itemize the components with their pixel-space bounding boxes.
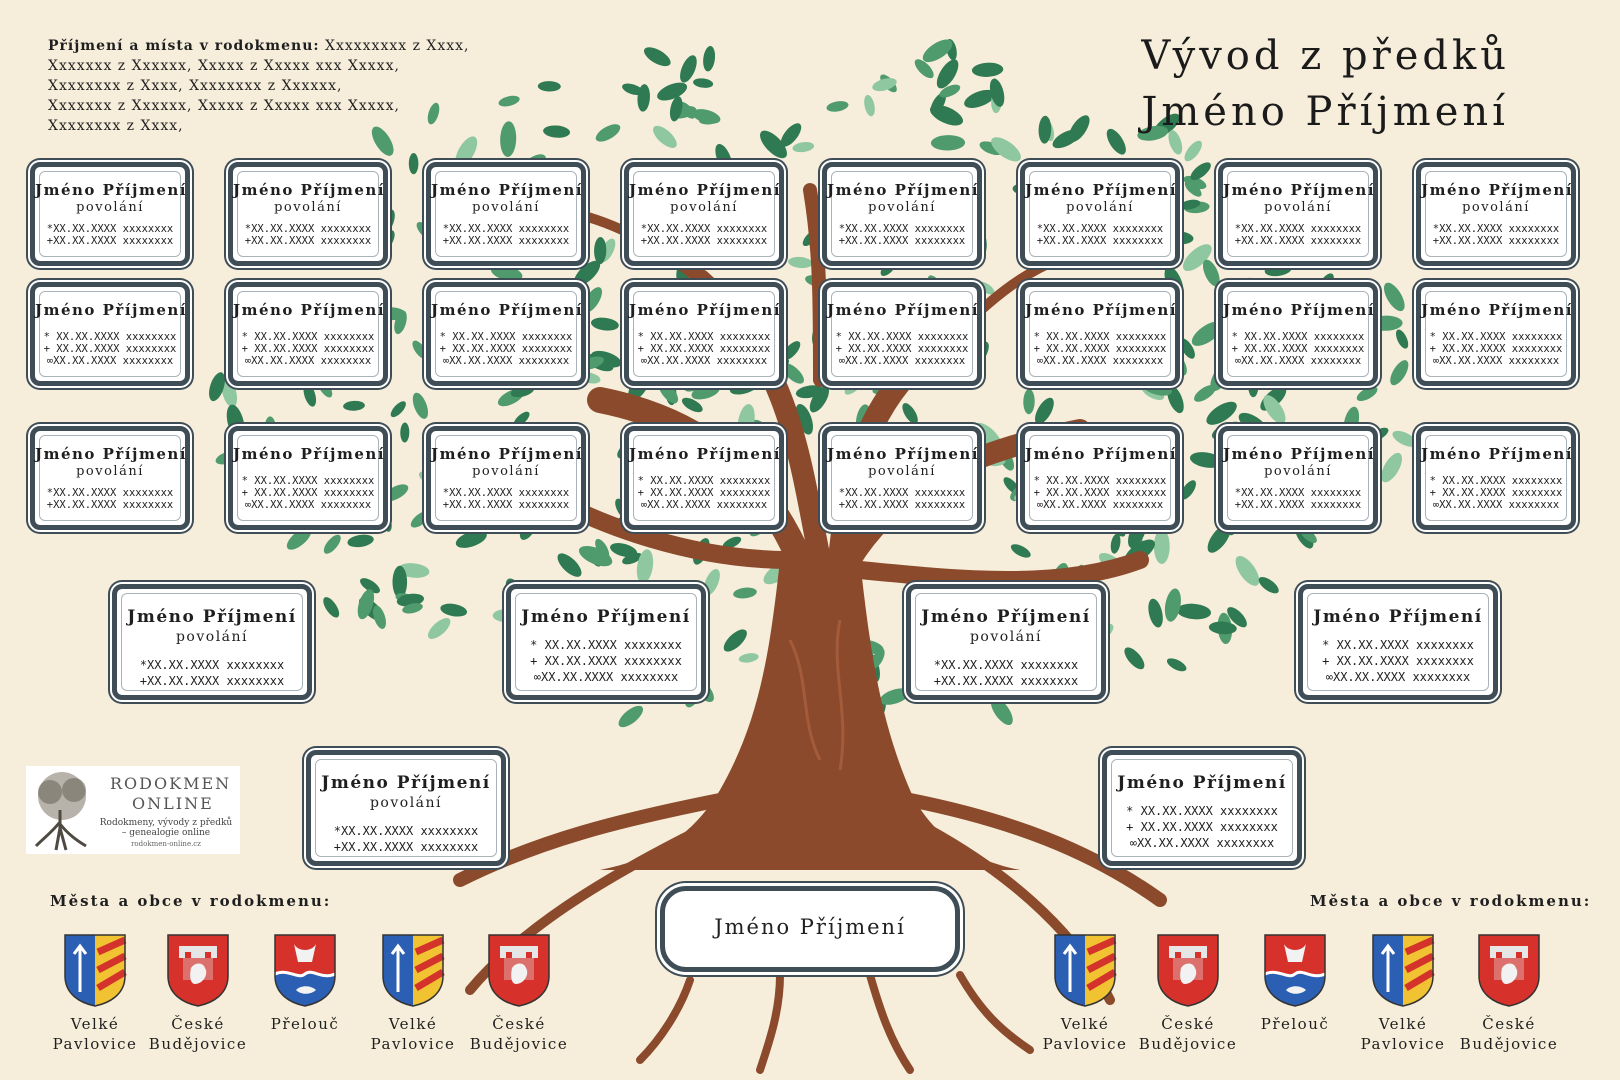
leaf (388, 399, 408, 420)
ancestor-dates (233, 475, 383, 511)
leaf (410, 391, 431, 421)
ancestor-card[interactable] (228, 162, 388, 266)
ancestor-name: Jméno Příjmení (1223, 445, 1375, 463)
town-name-line-1: České (1161, 1015, 1215, 1033)
leaf (1380, 279, 1409, 314)
birth-date: *XX.XX.XXXX xxxxxxxx (640, 223, 768, 235)
ancestor-dates (1421, 223, 1571, 247)
birth-date: *XX.XX.XXXX xxxxxxxx (933, 658, 1079, 672)
leaf (321, 532, 344, 556)
ancestor-occupation: povolání (369, 795, 443, 811)
velke-pavlovice-crest-icon (62, 932, 128, 1008)
ancestor-occupation: povolání (175, 629, 249, 645)
ancestor-occupation: povolání (472, 464, 540, 479)
leaf (1154, 529, 1170, 564)
leaf (409, 153, 419, 174)
death-date: +XX.XX.XXXX xxxxxxxx (838, 235, 966, 247)
birth-date: *XX.XX.XXXX xxxxxxxx (46, 487, 174, 499)
ancestor-dates (35, 331, 185, 367)
town-name-line-2: Budějovice (1138, 1035, 1238, 1053)
birth-date: * XX.XX.XXXX xxxxxxxx (1126, 804, 1278, 818)
ancestor-dates (35, 223, 185, 247)
ancestor-card[interactable] (228, 282, 388, 386)
ancestor-card[interactable] (1020, 426, 1180, 530)
ancestor-name: Jméno Příjmení (521, 607, 691, 627)
death-date: + XX.XX.XXXX xxxxxxxx (241, 487, 375, 499)
ceske-budejovice-crest-icon (165, 932, 231, 1008)
death-date: +XX.XX.XXXX xxxxxxxx (838, 499, 966, 511)
birth-date: * XX.XX.XXXX xxxxxxxx (1429, 331, 1563, 343)
title-line-2: Jméno Příjmení (1141, 89, 1509, 135)
ancestor-occupation: povolání (868, 464, 936, 479)
ancestor-name: Jméno Příjmení (629, 181, 781, 199)
ancestor-card[interactable] (1020, 162, 1180, 266)
ancestor-card[interactable] (112, 584, 312, 700)
ceske-budejovice-crest-icon (1476, 932, 1542, 1008)
leaf (788, 256, 813, 269)
ancestor-name: Jméno Příjmení (127, 607, 297, 627)
ancestor-name: Jméno Příjmení (1117, 773, 1287, 793)
leaf (655, 79, 690, 104)
town-name (1343, 1014, 1463, 1054)
town-name (1128, 1014, 1248, 1054)
leaf (439, 602, 468, 619)
surnames-label: Příjmení a místa v rodokmenu: (48, 38, 320, 54)
birth-date: *XX.XX.XXXX xxxxxxxx (442, 487, 570, 499)
marriage-date: ∞XX.XX.XXXX xxxxxxxx (640, 355, 768, 367)
root-person-name: Jméno Příjmení (714, 915, 906, 939)
leaf (1387, 357, 1412, 388)
ancestor-dates (1025, 331, 1175, 367)
root-person-card[interactable] (660, 886, 960, 972)
leaf (738, 652, 759, 664)
town-name (1235, 1014, 1355, 1034)
logo-tagline-1: Rodokmeny, vývody z předků (99, 818, 233, 828)
ancestor-card[interactable] (1416, 426, 1576, 530)
marriage-date: ∞XX.XX.XXXX xxxxxxxx (1432, 355, 1560, 367)
ancestor-card[interactable] (1416, 162, 1576, 266)
marriage-date: ∞XX.XX.XXXX xxxxxxxx (1432, 499, 1560, 511)
velke-pavlovice-crest-icon (1052, 932, 1118, 1008)
birth-date: * XX.XX.XXXX xxxxxxxx (1322, 638, 1474, 652)
towns-title-right: Města a obce v rodokmenu: (1310, 892, 1592, 910)
death-date: +XX.XX.XXXX xxxxxxxx (333, 840, 479, 854)
death-date: + XX.XX.XXXX xxxxxxxx (1033, 343, 1167, 355)
town-name-line-1: Velké (1378, 1015, 1428, 1033)
town-name-line-2: Budějovice (1459, 1035, 1559, 1053)
birth-date: *XX.XX.XXXX xxxxxxxx (1432, 223, 1560, 235)
surnames-line: Xxxxxxx z Xxxxxx, Xxxxx z Xxxxx xxx Xxxxx, (48, 58, 400, 74)
leaf (593, 121, 623, 145)
ancestor-card[interactable] (1416, 282, 1576, 386)
ancestor-dates (1223, 331, 1373, 367)
logo-url: rodokmen-online.cz (131, 840, 201, 848)
death-date: + XX.XX.XXXX xxxxxxxx (637, 487, 771, 499)
prelouc-crest-icon (1262, 932, 1328, 1008)
birth-date: *XX.XX.XXXX xxxxxxxx (244, 223, 372, 235)
death-date: +XX.XX.XXXX xxxxxxxx (139, 674, 285, 688)
ancestor-dates (117, 657, 307, 689)
ancestor-name: Jméno Příjmení (1421, 445, 1573, 463)
ancestor-card[interactable] (1298, 584, 1498, 700)
birth-date: *XX.XX.XXXX xxxxxxxx (46, 223, 174, 235)
leaf (400, 422, 409, 442)
leaf (826, 100, 850, 114)
ancestor-dates (1107, 803, 1297, 851)
town-name-line-2: Pavlovice (52, 1035, 138, 1053)
ancestor-name: Jméno Příjmení (321, 773, 491, 793)
ancestor-card[interactable] (1218, 426, 1378, 530)
birth-date: * XX.XX.XXXX xxxxxxxx (835, 331, 969, 343)
town-name-line-1: Velké (1060, 1015, 1110, 1033)
leaf (1031, 395, 1057, 427)
death-date: +XX.XX.XXXX xxxxxxxx (640, 235, 768, 247)
marriage-date: ∞XX.XX.XXXX xxxxxxxx (1129, 836, 1275, 850)
leaf (347, 533, 375, 549)
death-date: +XX.XX.XXXX xxxxxxxx (933, 674, 1079, 688)
death-date: + XX.XX.XXXX xxxxxxxx (439, 343, 573, 355)
leaf (1377, 450, 1406, 486)
ancestor-occupation: povolání (670, 200, 738, 215)
town-name-line-2: Pavlovice (1042, 1035, 1128, 1053)
ancestor-name: Jméno Příjmení (827, 445, 979, 463)
marriage-date: ∞XX.XX.XXXX xxxxxxxx (46, 355, 174, 367)
birth-date: *XX.XX.XXXX xxxxxxxx (442, 223, 570, 235)
ancestor-card[interactable] (426, 426, 586, 530)
birth-date: * XX.XX.XXXX xxxxxxxx (241, 331, 375, 343)
ceske-budejovice-crest-icon (1155, 932, 1221, 1008)
marriage-date: ∞XX.XX.XXXX xxxxxxxx (1234, 355, 1362, 367)
leaf (1355, 384, 1380, 404)
death-date: + XX.XX.XXXX xxxxxxxx (1033, 487, 1167, 499)
surnames-line: Xxxxxxxx z Xxxx, (48, 118, 184, 134)
ancestor-name: Jméno Příjmení (431, 181, 583, 199)
birth-date: * XX.XX.XXXX xxxxxxxx (637, 331, 771, 343)
leaf (1165, 656, 1188, 674)
town-name-line-1: Velké (70, 1015, 120, 1033)
birth-date: *XX.XX.XXXX xxxxxxxx (333, 824, 479, 838)
birth-date: *XX.XX.XXXX xxxxxxxx (838, 487, 966, 499)
ancestor-card[interactable] (426, 162, 586, 266)
ancestor-name: Jméno Příjmení (827, 181, 979, 199)
leaf (1009, 541, 1033, 560)
leaf (1176, 602, 1212, 620)
birth-date: * XX.XX.XXXX xxxxxxxx (530, 638, 682, 652)
leaf (1393, 328, 1410, 351)
leaf (899, 401, 920, 427)
ancestor-occupation: povolání (274, 200, 342, 215)
ancestor-dates (233, 223, 383, 247)
ancestor-occupation: povolání (472, 200, 540, 215)
ancestor-name: Jméno Příjmení (1421, 301, 1573, 319)
surnames-list (48, 36, 548, 136)
town-name-line-2: Pavlovice (370, 1035, 456, 1053)
death-date: + XX.XX.XXXX xxxxxxxx (637, 343, 771, 355)
birth-date: * XX.XX.XXXX xxxxxxxx (1231, 331, 1365, 343)
birth-date: * XX.XX.XXXX xxxxxxxx (1429, 475, 1563, 487)
town-name-line-1: České (1482, 1015, 1536, 1033)
leaf (792, 141, 815, 154)
ancestor-occupation: povolání (1264, 200, 1332, 215)
ancestor-card[interactable] (822, 162, 982, 266)
leaf (1231, 552, 1264, 589)
ancestor-dates (511, 637, 701, 685)
town-name-line-2: Budějovice (148, 1035, 248, 1053)
leaf (972, 62, 1004, 78)
town-name (1449, 1014, 1569, 1054)
leaf (590, 316, 619, 332)
leaf (931, 135, 965, 151)
town-name-line-1: Přelouč (1260, 1015, 1330, 1033)
marriage-date: ∞XX.XX.XXXX xxxxxxxx (1325, 670, 1471, 684)
death-date: + XX.XX.XXXX xxxxxxxx (1126, 820, 1278, 834)
death-date: +XX.XX.XXXX xxxxxxxx (1036, 235, 1164, 247)
ancestor-card[interactable] (1218, 162, 1378, 266)
death-date: + XX.XX.XXXX xxxxxxxx (1231, 343, 1365, 355)
leaf (733, 586, 758, 599)
leaf (1178, 478, 1199, 502)
death-date: +XX.XX.XXXX xxxxxxxx (442, 499, 570, 511)
marriage-date: ∞XX.XX.XXXX xxxxxxxx (442, 355, 570, 367)
ancestor-name: Jméno Příjmení (1313, 607, 1483, 627)
ancestor-dates (431, 331, 581, 367)
birth-date: * XX.XX.XXXX xxxxxxxx (439, 331, 573, 343)
ancestor-occupation: povolání (76, 464, 144, 479)
death-date: +XX.XX.XXXX xxxxxxxx (442, 235, 570, 247)
ancestor-card[interactable] (1218, 282, 1378, 386)
ancestor-occupation: povolání (1264, 464, 1332, 479)
leaf (320, 595, 342, 620)
ancestor-dates (1223, 223, 1373, 247)
ancestor-name: Jméno Příjmení (1025, 181, 1177, 199)
death-date: + XX.XX.XXXX xxxxxxxx (43, 343, 177, 355)
town-name-line-1: Velké (388, 1015, 438, 1033)
ancestor-card[interactable] (506, 584, 706, 700)
death-date: + XX.XX.XXXX xxxxxxxx (835, 343, 969, 355)
ancestor-card[interactable] (624, 162, 784, 266)
death-date: + XX.XX.XXXX xxxxxxxx (530, 654, 682, 668)
death-date: + XX.XX.XXXX xxxxxxxx (241, 343, 375, 355)
ancestor-dates (311, 823, 501, 855)
ancestor-occupation: povolání (1066, 200, 1134, 215)
ancestor-name: Jméno Příjmení (1223, 301, 1375, 319)
ancestor-occupation: povolání (1462, 200, 1530, 215)
leaf (862, 94, 876, 117)
ancestor-name: Jméno Příjmení (233, 445, 385, 463)
marriage-date: ∞XX.XX.XXXX xxxxxxxx (1036, 355, 1164, 367)
marriage-date: ∞XX.XX.XXXX xxxxxxxx (640, 499, 768, 511)
death-date: +XX.XX.XXXX xxxxxxxx (1234, 499, 1362, 511)
death-date: +XX.XX.XXXX xxxxxxxx (1234, 235, 1362, 247)
ancestor-occupation: povolání (969, 629, 1043, 645)
velke-pavlovice-crest-icon (380, 932, 446, 1008)
ancestor-card[interactable] (906, 584, 1106, 700)
ancestor-card[interactable] (1102, 750, 1302, 866)
leaf (1162, 587, 1183, 623)
ancestor-name: Jméno Příjmení (35, 445, 187, 463)
death-date: +XX.XX.XXXX xxxxxxxx (46, 235, 174, 247)
town-name-line-1: České (171, 1015, 225, 1033)
death-date: + XX.XX.XXXX xxxxxxxx (1429, 487, 1563, 499)
leaf (1023, 389, 1035, 414)
death-date: +XX.XX.XXXX xxxxxxxx (244, 235, 372, 247)
ancestor-name: Jméno Příjmení (921, 607, 1091, 627)
logo-tagline-2: – genealogie online (121, 828, 211, 838)
ancestor-card[interactable] (30, 162, 190, 266)
town-name (353, 1014, 473, 1054)
prelouc-crest-icon (272, 932, 338, 1008)
ancestor-name: Jméno Příjmení (629, 445, 781, 463)
ancestor-card[interactable] (306, 750, 506, 866)
ancestor-dates (233, 331, 383, 367)
birth-date: *XX.XX.XXXX xxxxxxxx (139, 658, 285, 672)
page-title (1141, 28, 1510, 140)
ancestor-dates (629, 331, 779, 367)
ancestor-card[interactable] (822, 282, 982, 386)
birth-date: *XX.XX.XXXX xxxxxxxx (1234, 487, 1362, 499)
ancestor-occupation: povolání (76, 200, 144, 215)
ancestor-dates (1223, 487, 1373, 511)
town-name-line-1: České (492, 1015, 546, 1033)
ancestor-card[interactable] (426, 282, 586, 386)
leaf (1121, 644, 1148, 672)
leaf (1256, 574, 1281, 596)
town-name (138, 1014, 258, 1054)
ancestor-name: Jméno Příjmení (35, 301, 187, 319)
ancestor-name: Jméno Příjmení (233, 301, 385, 319)
ancestor-dates (911, 657, 1101, 689)
ancestor-name: Jméno Příjmení (1421, 181, 1573, 199)
velke-pavlovice-crest-icon (1370, 932, 1436, 1008)
town-name (35, 1014, 155, 1054)
birth-date: * XX.XX.XXXX xxxxxxxx (241, 475, 375, 487)
leaf (1109, 533, 1122, 554)
leaf (1146, 597, 1165, 629)
leaf (1103, 126, 1130, 158)
leaf (425, 614, 454, 642)
leaf (1208, 621, 1237, 636)
birth-date: * XX.XX.XXXX xxxxxxxx (637, 475, 771, 487)
ancestor-name: Jméno Příjmení (35, 181, 187, 199)
leaf (615, 702, 646, 731)
birth-date: * XX.XX.XXXX xxxxxxxx (43, 331, 177, 343)
leaf (693, 77, 714, 89)
marriage-date: ∞XX.XX.XXXX xxxxxxxx (244, 355, 372, 367)
surnames-line: Xxxxxxxx z Xxxx, Xxxxxxxx z Xxxxxx, (48, 78, 343, 94)
ancestor-name: Jméno Příjmení (827, 301, 979, 319)
ancestor-card[interactable] (624, 282, 784, 386)
birth-date: *XX.XX.XXXX xxxxxxxx (838, 223, 966, 235)
ancestor-dates (827, 223, 977, 247)
town-name-line-1: Přelouč (270, 1015, 340, 1033)
ancestor-dates (1025, 223, 1175, 247)
town-name (459, 1014, 579, 1054)
surnames-line: Xxxxxxx z Xxxxxx, Xxxxx z Xxxxx xxx Xxxxx, (48, 98, 400, 114)
town-name-line-2: Budějovice (469, 1035, 569, 1053)
ancestor-dates (629, 223, 779, 247)
town-name (1025, 1014, 1145, 1054)
logo-text-line-1: RODOKMEN (110, 774, 232, 793)
ancestor-name: Jméno Příjmení (1025, 445, 1177, 463)
logo (26, 766, 240, 854)
ancestor-dates (1421, 475, 1571, 511)
leaf (1181, 138, 1205, 164)
leaf (702, 45, 717, 72)
death-date: + XX.XX.XXXX xxxxxxxx (1429, 343, 1563, 355)
ancestor-occupation: povolání (868, 200, 936, 215)
ancestor-dates (35, 487, 185, 511)
birth-date: *XX.XX.XXXX xxxxxxxx (1234, 223, 1362, 235)
ancestor-name: Jméno Příjmení (1223, 181, 1375, 199)
town-name (245, 1014, 365, 1034)
marriage-date: ∞XX.XX.XXXX xxxxxxxx (244, 499, 372, 511)
towns-title-left: Města a obce v rodokmenu: (50, 892, 332, 910)
leaf (720, 626, 750, 656)
leaf (649, 122, 680, 152)
ancestor-name: Jméno Příjmení (431, 301, 583, 319)
ancestor-card[interactable] (228, 426, 388, 530)
ancestor-card[interactable] (822, 426, 982, 530)
ancestor-card[interactable] (1020, 282, 1180, 386)
logo-tree-icon (26, 766, 96, 854)
ancestor-name: Jméno Příjmení (629, 301, 781, 319)
logo-tagline (92, 818, 240, 838)
death-date: + XX.XX.XXXX xxxxxxxx (1322, 654, 1474, 668)
ancestor-dates (1303, 637, 1493, 685)
ancestor-dates (1421, 331, 1571, 367)
ancestor-dates (431, 487, 581, 511)
marriage-date: ∞XX.XX.XXXX xxxxxxxx (1036, 499, 1164, 511)
death-date: +XX.XX.XXXX xxxxxxxx (1432, 235, 1560, 247)
ancestor-dates (827, 487, 977, 511)
ancestor-name: Jméno Příjmení (233, 181, 385, 199)
leaf (641, 43, 674, 70)
ancestor-dates (827, 331, 977, 367)
ancestor-name: Jméno Příjmení (431, 445, 583, 463)
ancestor-card[interactable] (30, 426, 190, 530)
town-name-line-2: Pavlovice (1360, 1035, 1446, 1053)
marriage-date: ∞XX.XX.XXXX xxxxxxxx (533, 670, 679, 684)
ancestor-dates (431, 223, 581, 247)
surnames-line: Xxxxxxxxx z Xxxx, (325, 38, 470, 54)
ancestor-dates (629, 475, 779, 511)
leaf (343, 400, 365, 411)
logo-text-line-2: ONLINE (132, 794, 214, 813)
birth-date: * XX.XX.XXXX xxxxxxxx (1033, 331, 1167, 343)
marriage-date: ∞XX.XX.XXXX xxxxxxxx (838, 355, 966, 367)
leaf (454, 527, 489, 551)
birth-date: *XX.XX.XXXX xxxxxxxx (1036, 223, 1164, 235)
birth-date: * XX.XX.XXXX xxxxxxxx (1033, 475, 1167, 487)
ancestor-name: Jméno Příjmení (1025, 301, 1177, 319)
ancestor-dates (1025, 475, 1175, 511)
death-date: +XX.XX.XXXX xxxxxxxx (46, 499, 174, 511)
ancestor-card[interactable] (624, 426, 784, 530)
ancestor-card[interactable] (30, 282, 190, 386)
title-line-1: Vývod z předků (1141, 33, 1510, 79)
ceske-budejovice-crest-icon (486, 932, 552, 1008)
